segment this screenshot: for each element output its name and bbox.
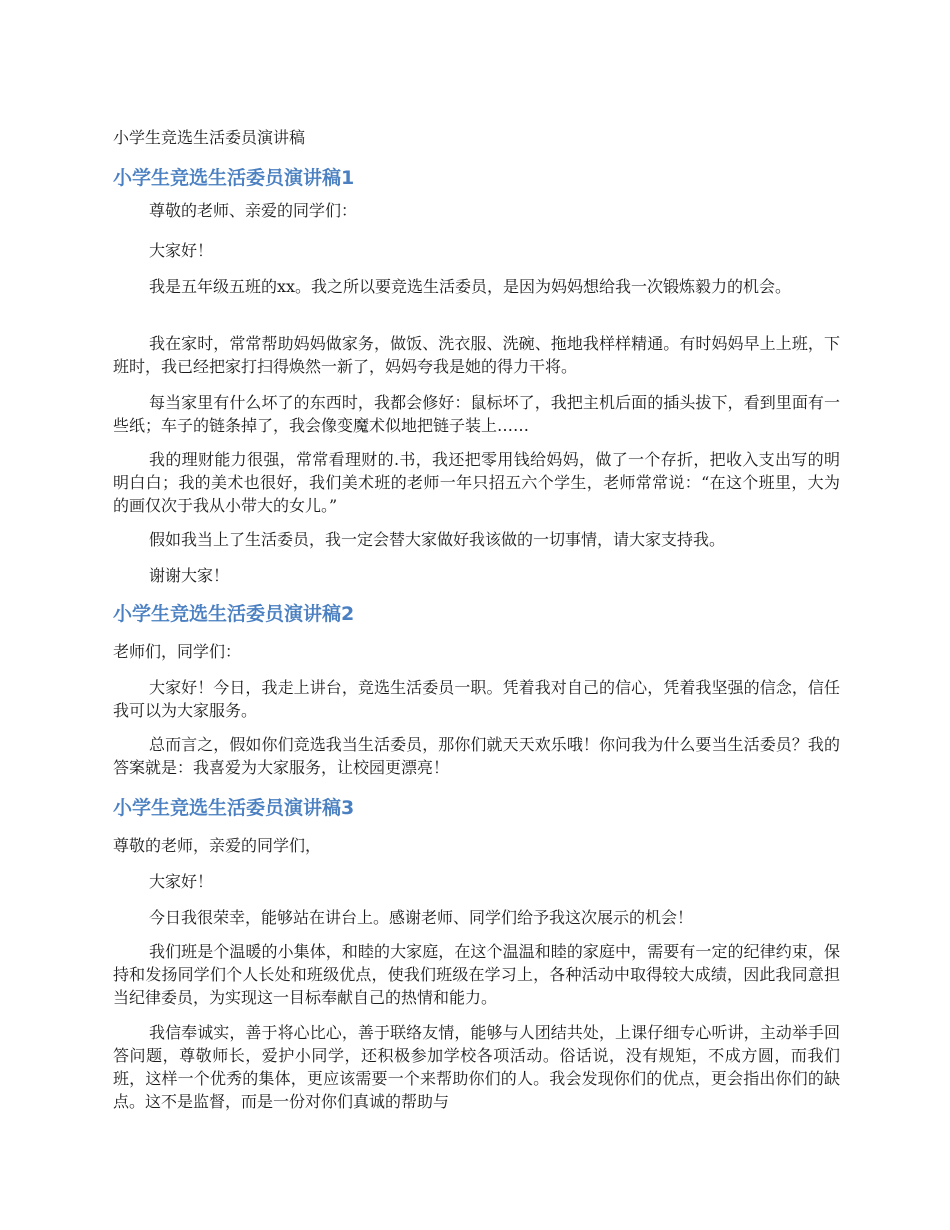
paragraph: 大家好！ — [149, 872, 214, 891]
paragraph: 大家好！ — [149, 241, 214, 260]
document-title: 小学生竞选生活委员演讲稿 — [113, 128, 306, 147]
paragraph: 每当家里有什么坏了的东西时，我都会修好：鼠标坏了，我把主机后面的插头拔下，看到里面有一些纸；车子的链条掉了，我会像变魔术似地把链子装上…… — [113, 393, 840, 435]
paragraph: 我信奉诚实，善于将心比心，善于联络友情，能够与人团结共处，上课仔细专心听讲，主动举手回答问题，尊敬师长，爱护小同学，还积极参加学校各项活动。俗话说，没有规矩，不成方圆，而我们班，这样一个优秀的集体，更应该需要一个来帮助你们的人。我会发现你们的优点，更会指出你们的缺点。这不是监督，而是一份对你们真诚的帮助与 — [113, 1023, 840, 1111]
paragraph: 我们班是个温暖的小集体，和睦的大家庭，在这个温温和睦的家庭中，需要有一定的纪律约束，保持和发扬同学们个人长处和班级优点，使我们班级在学习上，各种活动中取得较大成绩，因此我同意担当纪律委员，为实现这一目标奉献自己的热情和能力。 — [113, 942, 840, 1007]
paragraph: 尊敬的老师、亲爱的同学们： — [149, 201, 358, 220]
paragraph: 假如我当上了生活委员，我一定会替大家做好我该做的一切事情，请大家支持我。 — [149, 530, 726, 549]
paragraph: 总而言之，假如你们竞选我当生活委员，那你们就天天欢乐哦！你问我为什么要当生活委员？我的答案就是：我喜爱为大家服务，让校园更漂亮！ — [113, 735, 840, 777]
paragraph: 尊敬的老师，亲爱的同学们， — [113, 836, 322, 855]
paragraph: 今日我很荣幸，能够站在讲台上。感谢老师、同学们给予我这次展示的机会！ — [149, 908, 694, 927]
section-heading-1: 小学生竞选生活委员演讲稿1 — [113, 167, 355, 189]
section-heading-2: 小学生竞选生活委员演讲稿2 — [113, 603, 355, 625]
paragraph: 老师们，同学们： — [113, 642, 242, 661]
paragraph: 我是五年级五班的xx。我之所以要竞选生活委员，是因为妈妈想给我一次锻炼毅力的机会。 — [149, 277, 792, 296]
paragraph: 大家好！今日，我走上讲台，竞选生活委员一职。凭着我对自己的信心，凭着我坚强的信念，信任我可以为大家服务。 — [113, 678, 840, 720]
paragraph: 我在家时，常常帮助妈妈做家务，做饭、洗衣服、洗碗、拖地我样样精通。有时妈妈早上上班，下班时，我已经把家打扫得焕然一新了，妈妈夸我是她的得力干将。 — [113, 334, 840, 376]
section-heading-3: 小学生竞选生活委员演讲稿3 — [113, 797, 355, 819]
paragraph: 谢谢大家！ — [149, 566, 230, 585]
paragraph: 我的理财能力很强，常常看理财的.书，我还把零用钱给妈妈，做了一个存折，把收入支出写的明明白白；我的美术也很好，我们美术班的老师一年只招五六个学生，老师常常说：“在这个班里，大为的画仅次于我从小带大的女儿。” — [113, 450, 840, 515]
